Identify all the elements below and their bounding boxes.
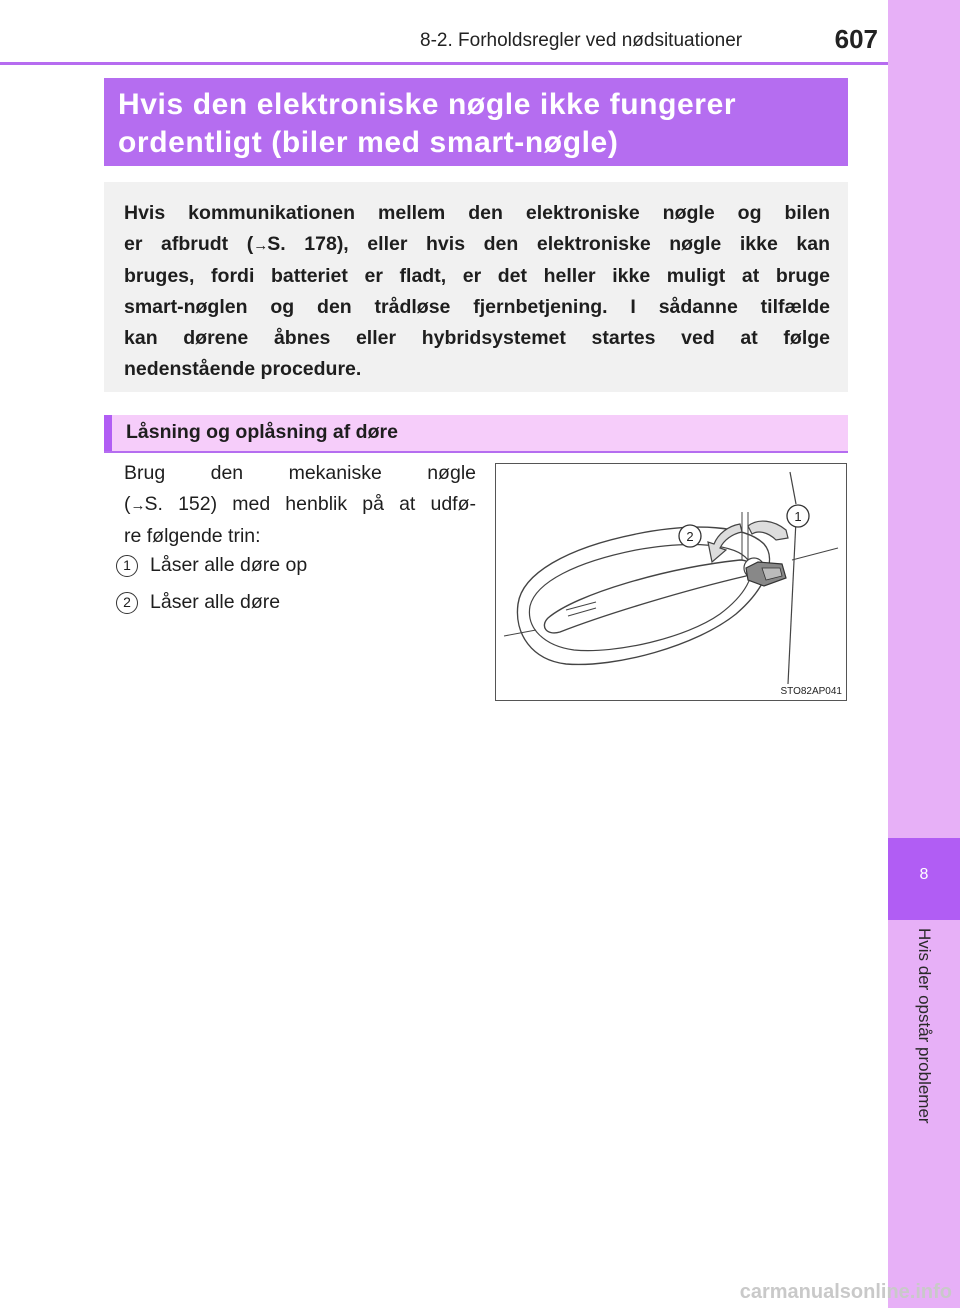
section-heading-line2: ordentligt (biler med smart-nøgle) [118, 126, 619, 159]
intro-line4: smart-nøglen og den trådløse fjernbetjening. I sådanne tilfælde [124, 296, 830, 318]
door-handle [544, 560, 750, 633]
section-heading [104, 78, 848, 166]
step-text: Låser alle døre op [150, 554, 308, 576]
body-line2-pre: ( [124, 493, 131, 515]
running-header: 8-2. Forholdsregler ved nødsituationer [420, 30, 743, 51]
body-paragraph [124, 458, 476, 552]
chapter-title-vertical: Hvis der opstår problemer [915, 928, 934, 1124]
watermark-text: carmanualsonline.info [739, 1281, 952, 1303]
page-number: 607 [834, 24, 878, 54]
callout-2-label: 2 [686, 529, 694, 544]
step-number-badge: 2 [116, 592, 138, 614]
arrow-icon: → [253, 237, 268, 254]
door-handle-illustration [495, 463, 847, 701]
body-crease-line [792, 548, 838, 560]
intro-line3: bruges, fordi batteriet er fladt, er det heller ikke muligt at bruge [124, 265, 830, 287]
lock-arrow [708, 524, 742, 562]
intro-line2-pre: er afbrudt ( [124, 233, 254, 255]
body-line1: Brug den mekaniske nøgle [124, 462, 476, 484]
door-edge-line [790, 472, 796, 504]
callout-1-label: 1 [794, 509, 802, 524]
intro-line6: nedenstående procedure. [124, 358, 362, 380]
intro-line2 [124, 229, 830, 261]
body-line2-post: S. 152) med henblik på at udfø- [144, 493, 476, 515]
subheading-marker [104, 415, 112, 451]
subsection-heading-bar [104, 415, 848, 453]
intro-line1: Hvis kommunikationen mellem den elektroniske nøgle og bilen [124, 202, 830, 224]
section-heading-line1: Hvis den elektroniske nøgle ikke fungerer [118, 88, 737, 121]
intro-box [104, 182, 848, 392]
figure-code: STO82AP041 [780, 686, 842, 697]
step-number-badge: 1 [116, 555, 138, 577]
intro-line2-post: S. 178), eller hvis den elektroniske nøgle ikke kan [267, 233, 831, 255]
step-item [116, 591, 280, 614]
header-divider [0, 62, 888, 65]
door-handle-drawing [496, 464, 848, 702]
step-text: Låser alle døre [150, 591, 281, 613]
chapter-number-tab: 8 [888, 838, 960, 920]
intro-line5: kan dørene åbnes eller hybridsystemet startes ved at følge [124, 327, 830, 349]
door-edge-line [788, 520, 796, 684]
body-line2 [124, 489, 476, 521]
subsection-heading: Låsning og oplåsning af døre [126, 421, 398, 443]
body-line3: re følgende trin: [124, 525, 261, 547]
step-item [116, 554, 307, 577]
arrow-icon: → [130, 497, 145, 514]
